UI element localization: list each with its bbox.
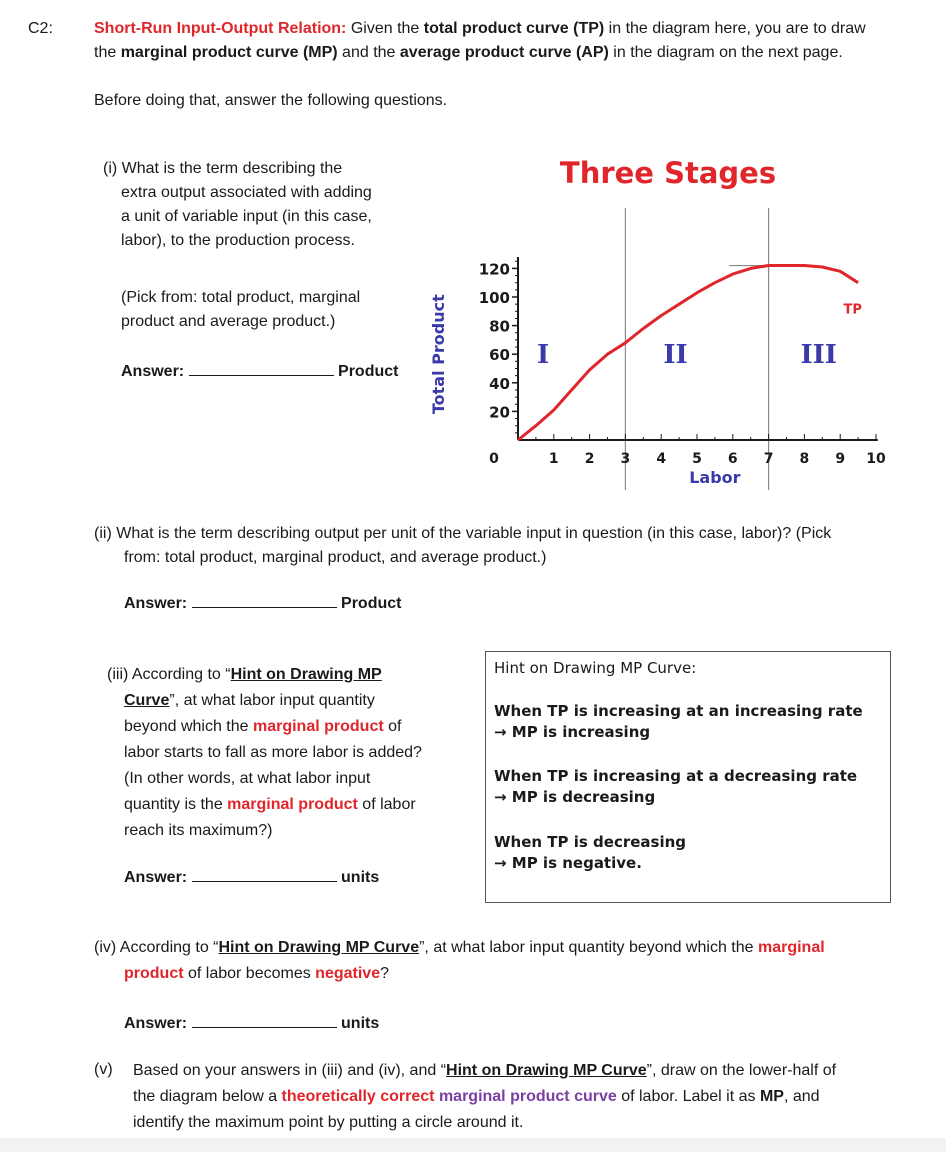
x-tick-label: 10: [866, 451, 886, 467]
x-tick-label: 9: [835, 451, 846, 467]
x-tick-label: 2: [584, 451, 595, 467]
question-id: C2:: [28, 20, 53, 37]
intro-heading: Short-Run Input-Output Relation:: [94, 20, 347, 37]
x-tick-label: 7: [763, 451, 774, 467]
y-tick-label: 100: [478, 289, 510, 307]
stage-label: II: [663, 340, 688, 371]
intro-instruction: Before doing that, answer the following questions.: [94, 92, 448, 109]
tp-curve-label: TP: [843, 302, 862, 318]
question-1: (i) What is the term describing the extra output associated with adding a unit of variable input (in this case, labor), to the production process.: [103, 160, 372, 249]
x-tick-label: 5: [692, 451, 702, 467]
three-stages-chart: [420, 150, 886, 495]
x-tick-label: 3: [620, 451, 631, 467]
x-tick-label: 8: [799, 451, 810, 467]
answer-2: Answer: Product: [124, 595, 402, 612]
question-3: (iii) According to “Hint on Drawing MP Curve”, at what labor input quantity beyond which the marginal product of labor starts to fall as more labor is added? (In other words, at what labor input quantity is the marginal product of labor reach its maximum?): [107, 666, 422, 839]
y-tick-label: 80: [489, 317, 510, 336]
x-tick-label: 0: [489, 451, 499, 467]
answer-3: Answer: units: [124, 869, 380, 886]
hint-box: [485, 651, 891, 903]
answer-4: Answer: units: [124, 1015, 380, 1032]
hint-title: Hint on Drawing MP Curve:: [494, 659, 697, 677]
question-4: (iv) According to “Hint on Drawing MP Curve”, at what labor input quantity beyond which the marginal product of labor becomes negative?: [94, 939, 825, 982]
answer-1-blank[interactable]: [189, 361, 334, 376]
question-2: (ii) What is the term describing output per unit of the variable input in question (in this case, labor)? (Pick from: total product, marginal product, and average product.): [94, 525, 832, 566]
y-tick-label: 60: [489, 346, 510, 365]
y-tick-label: 120: [478, 260, 510, 279]
answer-3-blank[interactable]: [192, 867, 337, 882]
x-tick-label: 1: [548, 451, 559, 467]
x-tick-label: 4: [656, 451, 667, 467]
page-bottom-edge: [0, 1138, 946, 1152]
question-5: Based on your answers in (iii) and (iv), and “Hint on Drawing MP Curve”, draw on the lower-half of the diagram below a theoretically correct marginal product curve of labor. Label it as MP, and identify the maximum point by putting a circle around it.: [133, 1062, 837, 1131]
question-1-pick: (Pick from: total product, marginal product and average product.): [121, 289, 361, 330]
hint-item: When TP is increasing at a decreasing rate → MP is decreasing: [494, 767, 858, 806]
stage-label: I: [536, 340, 550, 371]
chart-title: Three Stages: [559, 156, 777, 190]
answer-2-blank[interactable]: [192, 593, 337, 608]
hint-item: When TP is decreasing → MP is negative.: [494, 833, 687, 872]
stage-label: III: [800, 340, 837, 371]
answer-4-blank[interactable]: [192, 1013, 337, 1028]
intro-paragraph: Short-Run Input-Output Relation: Given the total product curve (TP) in the diagram here, you are to draw the marginal product curve (MP) and the average product curve (AP) in the diagram on the next page.: [94, 20, 866, 61]
x-tick-label: 6: [727, 451, 738, 467]
y-axis-label: Total Product: [429, 294, 448, 415]
answer-1: Answer: Product: [121, 363, 399, 380]
hint-item: When TP is increasing at an increasing rate → MP is increasing: [494, 702, 863, 741]
x-axis-label: Labor: [689, 468, 741, 487]
y-tick-label: 40: [489, 374, 510, 393]
question-5-number: (v): [94, 1061, 113, 1078]
y-tick-label: 20: [489, 403, 510, 422]
